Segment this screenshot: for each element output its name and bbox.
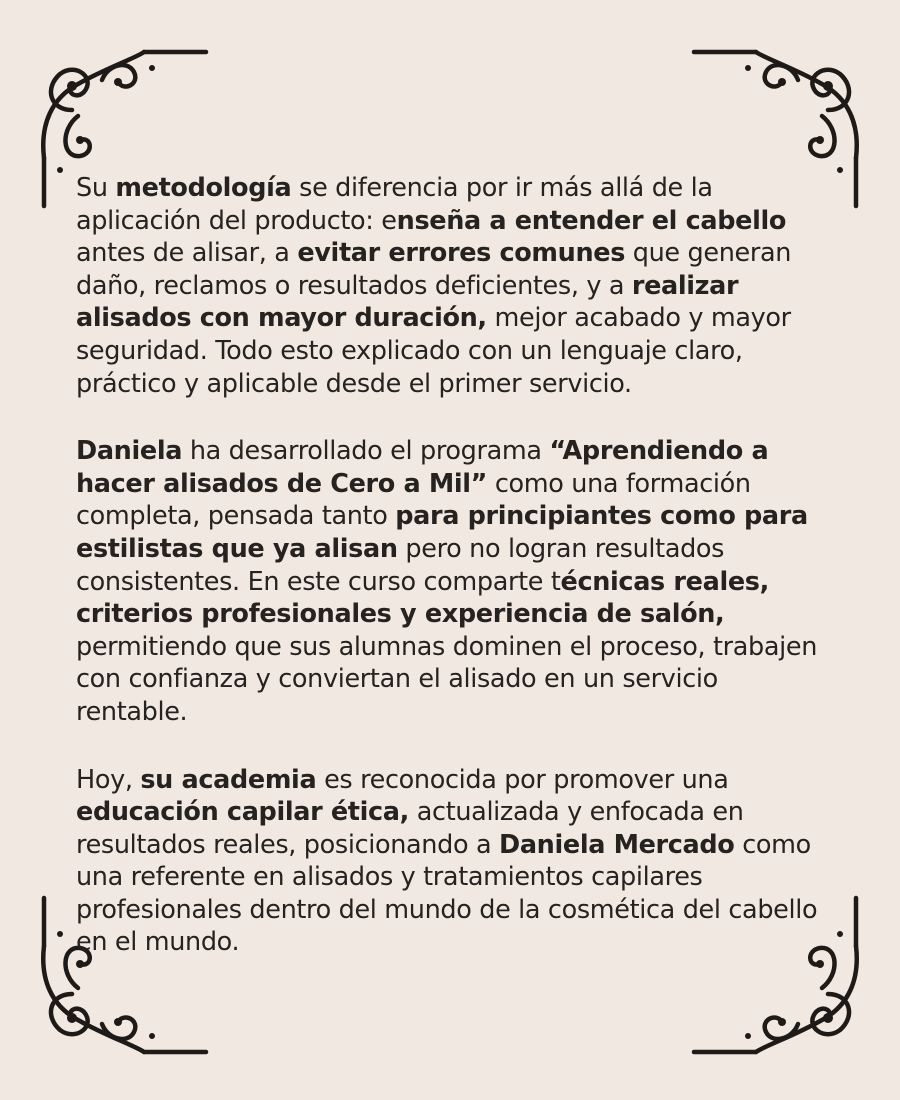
text-run: como una formación completa, pensada tanto [76, 468, 751, 532]
text-run: antes de alisar, a [76, 238, 298, 269]
text-run-bold: para principiantes como para estilistas que ya alisan [76, 501, 808, 564]
text-run: pero no logran resultados consistentes. En este curso comparte t [76, 533, 725, 597]
text-run: que generan daño, reclamos o resultados deficientes, y a [76, 238, 792, 301]
text-run-bold: nseña a entender el cabello [396, 205, 787, 236]
text-run-bold: metodología [115, 173, 292, 203]
text-run-bold: realizar alisados con mayor duración, [76, 270, 739, 334]
text-run: permitiendo que sus alumnas dominen el proceso, trabajen con confianza y conviertan el alisado en un servicio rentable. [76, 631, 818, 727]
text-run-bold: écnicas reales, criterios profesionales y experiencia de salón, [76, 566, 769, 630]
paragraph-academy [76, 764, 836, 960]
paragraph-methodology [76, 172, 836, 400]
text-run-bold: educación capilar ética, [76, 797, 409, 828]
text-run: Su [76, 173, 116, 203]
text-run-bold: evitar errores comunes [297, 238, 626, 269]
text-run-bold: Daniela Mercado [499, 829, 735, 860]
text-run: como una referente en alisados y tratamientos capilares profesionales dentro del mundo de la cosmética del cabello en el mundo. [76, 829, 818, 958]
text-run-bold: “Aprendiendo a hacer alisados de Cero a Mil” [76, 436, 769, 499]
text-run: se diferencia por ir más allá de la aplicación del producto: e [76, 173, 713, 236]
paragraph-program [76, 435, 836, 728]
text-run-bold: Daniela [76, 436, 183, 467]
text-run: es reconocida por promover una [316, 764, 729, 795]
text-run: ha desarrollado el programa [182, 436, 550, 467]
text-run-bold: su academia [140, 764, 317, 795]
text-run: actualizada y enfocada en resultados reales, posicionando a [76, 797, 744, 860]
text-run: mejor acabado y mayor seguridad. Todo esto explicado con un lenguaje claro, práctico y aplicable desde el primer servicio. [76, 303, 791, 399]
text-run: Hoy, [76, 764, 141, 795]
body-text [76, 172, 836, 994]
